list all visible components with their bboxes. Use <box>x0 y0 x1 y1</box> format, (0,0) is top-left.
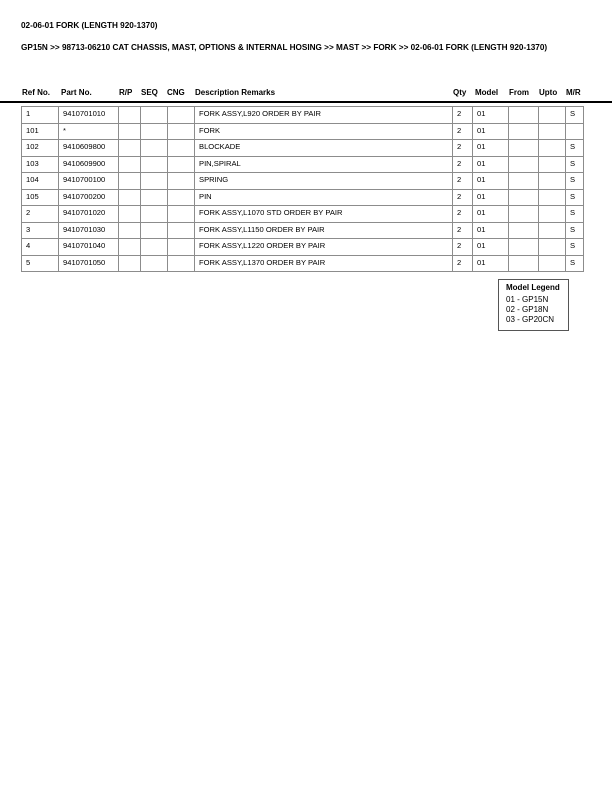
cell-mr: S <box>566 255 584 272</box>
legend-item: 01 - GP15N <box>506 295 549 304</box>
cell-qty: 2 <box>453 156 473 173</box>
cell-qty: 2 <box>453 107 473 124</box>
cell-rp <box>119 189 141 206</box>
cell-from <box>509 189 539 206</box>
cell-ref-no: 1 <box>22 107 59 124</box>
cell-description: FORK ASSY,L1370 ORDER BY PAIR <box>195 255 453 272</box>
cell-description: FORK ASSY,L920 ORDER BY PAIR <box>195 107 453 124</box>
cell-from <box>509 123 539 140</box>
cell-description: FORK ASSY,L1220 ORDER BY PAIR <box>195 239 453 256</box>
cell-cng <box>168 123 195 140</box>
cell-rp <box>119 239 141 256</box>
cell-part-no: 9410609900 <box>59 156 119 173</box>
cell-ref-no: 103 <box>22 156 59 173</box>
cell-cng <box>168 156 195 173</box>
cell-qty: 2 <box>453 140 473 157</box>
header-seq: SEQ <box>141 88 158 97</box>
cell-rp <box>119 173 141 190</box>
cell-cng <box>168 140 195 157</box>
cell-part-no: * <box>59 123 119 140</box>
cell-mr: S <box>566 206 584 223</box>
cell-model: 01 <box>473 255 509 272</box>
cell-description: FORK <box>195 123 453 140</box>
header-from: From <box>509 88 529 97</box>
cell-mr: S <box>566 107 584 124</box>
cell-mr: S <box>566 189 584 206</box>
cell-part-no: 9410701050 <box>59 255 119 272</box>
cell-seq <box>141 239 168 256</box>
cell-ref-no: 4 <box>22 239 59 256</box>
cell-qty: 2 <box>453 255 473 272</box>
cell-part-no: 9410700200 <box>59 189 119 206</box>
cell-ref-no: 3 <box>22 222 59 239</box>
cell-description: FORK ASSY,L1150 ORDER BY PAIR <box>195 222 453 239</box>
cell-upto <box>539 206 566 223</box>
breadcrumb: GP15N >> 98713-06210 CAT CHASSIS, MAST, OPTIONS & INTERNAL HOSING >> MAST >> FORK >> 02-06-01 FORK (LENGTH 920-1370) <box>21 43 548 52</box>
cell-qty: 2 <box>453 222 473 239</box>
cell-part-no: 9410609800 <box>59 140 119 157</box>
cell-cng <box>168 189 195 206</box>
cell-mr: S <box>566 173 584 190</box>
table-row <box>22 255 584 272</box>
cell-description: PIN <box>195 189 453 206</box>
cell-mr: S <box>566 239 584 256</box>
cell-seq <box>141 222 168 239</box>
cell-seq <box>141 255 168 272</box>
legend-item: 02 - GP18N <box>506 305 549 314</box>
cell-model: 01 <box>473 206 509 223</box>
cell-ref-no: 101 <box>22 123 59 140</box>
legend-title: Model Legend <box>506 283 560 292</box>
cell-from <box>509 239 539 256</box>
table-row <box>22 107 584 124</box>
cell-rp <box>119 140 141 157</box>
cell-part-no: 9410701020 <box>59 206 119 223</box>
header-model: Model <box>475 88 499 97</box>
header-ref-no: Ref No. <box>22 88 50 97</box>
cell-model: 01 <box>473 156 509 173</box>
cell-seq <box>141 206 168 223</box>
cell-upto <box>539 222 566 239</box>
header-part-no: Part No. <box>61 88 92 97</box>
header-rp: R/P <box>119 88 133 97</box>
cell-seq <box>141 156 168 173</box>
table-row <box>22 156 584 173</box>
cell-part-no: 9410701030 <box>59 222 119 239</box>
page-title: 02-06-01 FORK (LENGTH 920-1370) <box>21 21 158 30</box>
cell-cng <box>168 206 195 223</box>
cell-upto <box>539 239 566 256</box>
cell-from <box>509 222 539 239</box>
cell-model: 01 <box>473 222 509 239</box>
header-description: Description Remarks <box>195 88 276 97</box>
cell-ref-no: 5 <box>22 255 59 272</box>
cell-cng <box>168 255 195 272</box>
header-divider <box>0 101 612 103</box>
cell-mr <box>566 123 584 140</box>
cell-rp <box>119 156 141 173</box>
cell-upto <box>539 255 566 272</box>
cell-qty: 2 <box>453 239 473 256</box>
cell-from <box>509 206 539 223</box>
table-row <box>22 206 584 223</box>
cell-upto <box>539 107 566 124</box>
model-legend <box>498 279 569 331</box>
cell-from <box>509 255 539 272</box>
parts-table <box>21 106 584 272</box>
cell-qty: 2 <box>453 123 473 140</box>
table-row <box>22 123 584 140</box>
cell-rp <box>119 206 141 223</box>
header-upto: Upto <box>539 88 558 97</box>
cell-mr: S <box>566 156 584 173</box>
cell-ref-no: 104 <box>22 173 59 190</box>
cell-rp <box>119 222 141 239</box>
table-row <box>22 140 584 157</box>
cell-mr: S <box>566 222 584 239</box>
cell-model: 01 <box>473 189 509 206</box>
cell-from <box>509 173 539 190</box>
cell-part-no: 9410701010 <box>59 107 119 124</box>
cell-seq <box>141 123 168 140</box>
cell-qty: 2 <box>453 189 473 206</box>
cell-upto <box>539 123 566 140</box>
cell-qty: 2 <box>453 173 473 190</box>
cell-ref-no: 105 <box>22 189 59 206</box>
cell-ref-no: 2 <box>22 206 59 223</box>
cell-seq <box>141 173 168 190</box>
table-row <box>22 222 584 239</box>
header-qty: Qty <box>453 88 467 97</box>
table-row <box>22 189 584 206</box>
cell-upto <box>539 156 566 173</box>
cell-description: BLOCKADE <box>195 140 453 157</box>
table-row <box>22 239 584 256</box>
cell-mr: S <box>566 140 584 157</box>
header-cng: CNG <box>167 88 185 97</box>
cell-description: SPRING <box>195 173 453 190</box>
cell-description: PIN,SPIRAL <box>195 156 453 173</box>
cell-cng <box>168 222 195 239</box>
cell-upto <box>539 173 566 190</box>
cell-rp <box>119 255 141 272</box>
cell-from <box>509 156 539 173</box>
table-row <box>22 173 584 190</box>
cell-seq <box>141 140 168 157</box>
cell-rp <box>119 107 141 124</box>
cell-part-no: 9410700100 <box>59 173 119 190</box>
cell-part-no: 9410701040 <box>59 239 119 256</box>
cell-ref-no: 102 <box>22 140 59 157</box>
cell-model: 01 <box>473 140 509 157</box>
cell-model: 01 <box>473 107 509 124</box>
cell-upto <box>539 189 566 206</box>
cell-seq <box>141 189 168 206</box>
cell-cng <box>168 173 195 190</box>
cell-from <box>509 107 539 124</box>
cell-seq <box>141 107 168 124</box>
cell-cng <box>168 107 195 124</box>
legend-item: 03 - GP20CN <box>506 315 555 324</box>
cell-from <box>509 140 539 157</box>
cell-rp <box>119 123 141 140</box>
cell-description: FORK ASSY,L1070 STD ORDER BY PAIR <box>195 206 453 223</box>
cell-upto <box>539 140 566 157</box>
cell-model: 01 <box>473 123 509 140</box>
cell-model: 01 <box>473 173 509 190</box>
cell-model: 01 <box>473 239 509 256</box>
cell-qty: 2 <box>453 206 473 223</box>
cell-cng <box>168 239 195 256</box>
header-mr: M/R <box>566 88 581 97</box>
